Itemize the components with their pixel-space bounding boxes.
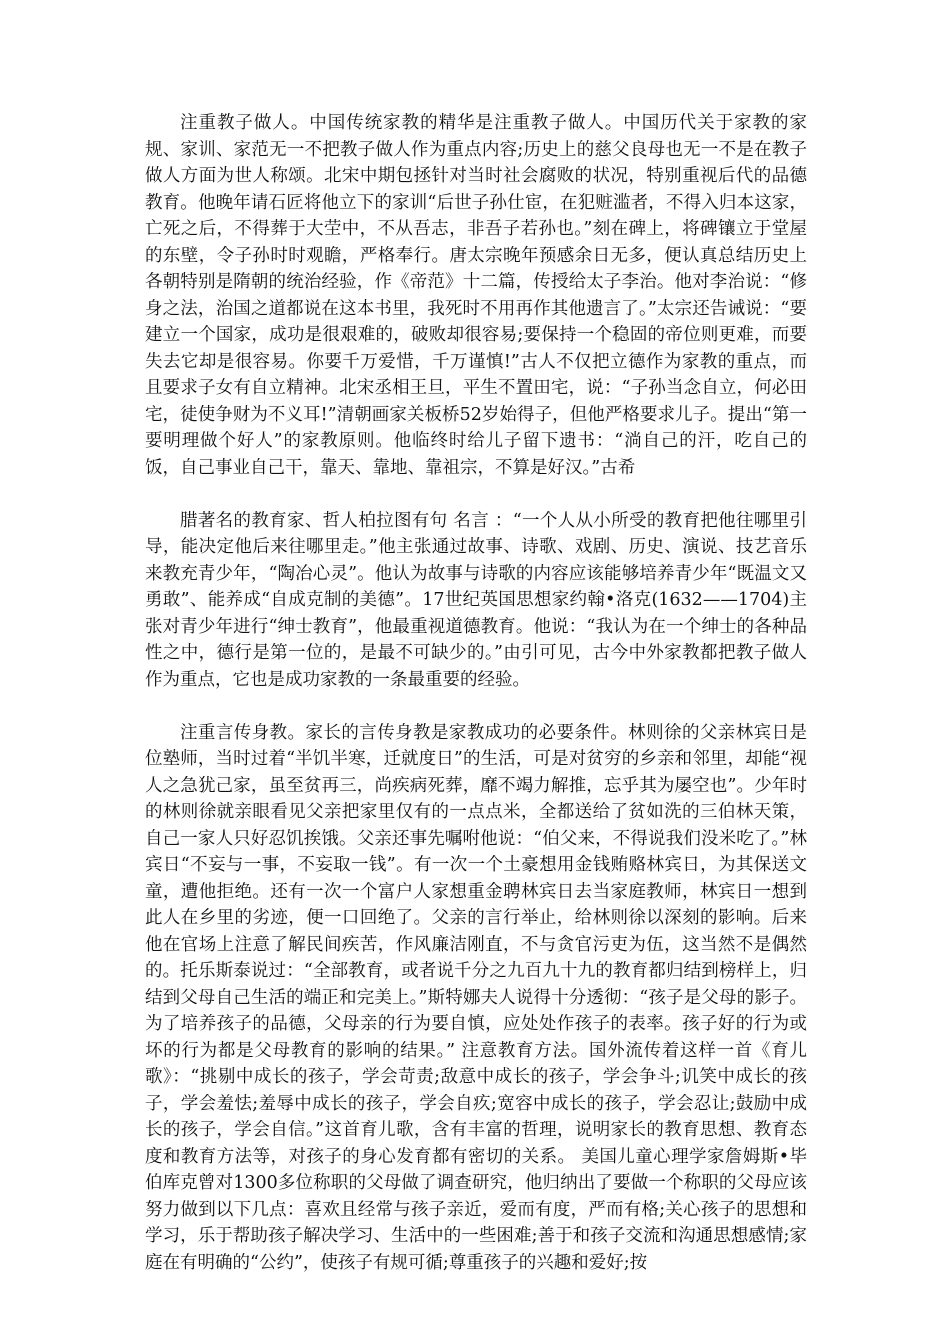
document-page <box>145 110 807 1276</box>
paragraph-teach-character: 注重教子做人。中国传统家教的精华是注重教子做人。中国历代关于家教的家规、家训、家范无一不把教子做人作为重点内容;历史上的慈父良母也无一不是在教子做人方面为世人称颂。北宋中期包拯针对当时社会腐败的状况，特别重视后代的品德教育。他晚年请石匠将他立下的家训“后世子孙仕宦，在犯赃滥者，不得入归本这家，亡死之后，不得葬于大茔中，不从吾志，非吾子若孙也。”刻在碑上，将碑镶立于堂屋的东壁，令子孙时时观瞻，严格奉行。唐太宗晚年预感余日无多，便认真总结历史上各朝特别是隋朝的统治经验，作《帝范》十二篇，传授给太子李治。他对李治说：“修身之法，治国之道都说在这本书里，我死时不用再作其他遗言了。”太宗还告诫说：“要建立一个国家，成功是很艰难的，破败却很容易;要保持一个稳固的帝位则更难，而要失去它却是很容易。你要千万爱惜，千万谨慎!”古人不仅把立德作为家教的重点，而且要求子女有自立精神。北宋丞相王旦，平生不置田宅，说：“子孙当念自立，何必田宅，徒使争财为不义耳!”清朝画家关板桥52岁始得子，但他严格要求儿子。提出“第一要明理做个好人”的家教原则。他临终时给儿子留下遗书：“淌自己的汗，吃自己的饭，自己事业自己干，靠天、靠地、靠祖宗，不算是好汉。”古希 <box>145 113 807 478</box>
paragraph-lead-by-example: 注重言传身教。家长的言传身教是家教成功的必要条件。林则徐的父亲林宾日是位塾师，当时过着“半饥半寒，迁就度日”的生活，可是对贫穷的乡亲和邻里，却能“视人之急犹己家，虽至贫再三，尚疾病死葬，靡不竭力解推，忘乎其为屡空也”。少年时的林则徐就亲眼看见父亲把家里仅有的一点点米，全都送给了贫如洗的三伯林天策，自己一家人只好忍饥挨饿。父亲还事先嘱咐他说：“伯父来，不得说我们没米吃了。”林宾日“不妄与一事，不妄取一钱”。有一次一个土豪想用金钱贿赂林宾日，为其保送文童，遭他拒绝。还有一次一个富户人家想重金聘林宾日去当家庭教师，林宾日一想到此人在乡里的劣迹，便一口回绝了。父亲的言行举止，给林则徐以深刻的影响。后来他在官场上注意了解民间疾苦，作风廉洁刚直，不与贪官污吏为伍，这当然不是偶然的。托乐斯泰说过：“全部教育，或者说千分之九百九十九的教育都归结到榜样上，归结到父母自己生活的端正和完美上。”斯特娜夫人说得十分透彻：“孩子是父母的影子。为了培养孩子的品德，父母亲的行为要自慎，应处处作孩子的表率。孩子好的行为或坏的行为都是父母教育的影响的结果。” 注意教育方法。国外流传着这样一首《育儿歌》：“挑剔中成长的孩子，学会苛责;敌意中成长的孩子，学会争斗;讥笑中成长的孩子，学会羞怯;羞辱中成长的孩子，学会自疚;宽容中成长的孩子，学会忍让;鼓励中成长的孩子，学会自信。”这首育儿歌，含有丰富的哲理，说明家长的教育思想、教育态度和教育方法等，对孩子的身心发育都有密切的关系。 美国儿童心理学家詹姆斯•毕伯库克曾对1300多位称职的父母做了调查研究，他归纳出了要做一个称职的父母应该努力做到以下几点：喜欢且经常与孩子亲近，爱而有度，严而有格;关心孩子的思想和学习，乐于帮助孩子解决学习、生活中的一些困难;善于和孩子交流和沟通思想感情;家庭在有明确的“公约”，使孩子有规可循;尊重孩子的兴趣和爱好;按 <box>145 722 807 1273</box>
paragraph-plato-locke: 腊著名的教育家、哲人柏拉图有句 名言 ：“一个人从小所受的教育把他往哪里引导，能决定他后来往哪里走。”他主张通过故事、诗歌、戏剧、历史、演说、技艺音乐来教充青少年，“陶冶心灵”。他认为故事与诗歌的内容应该能够培养青少年“既温文又勇敢”、能养成“自成克制的美德”。17世纪英国思想家约翰•洛克(1632——1704)主张对青少年进行“绅士教育”，他最重视道德教育。他说：“我认为在一个绅士的各种品性之中，德行是第一位的，是最不可缺少的。”由引可见，古今中外家教都把教子做人作为重点，它也是成功家教的一条最重要的经验。 <box>145 510 807 690</box>
